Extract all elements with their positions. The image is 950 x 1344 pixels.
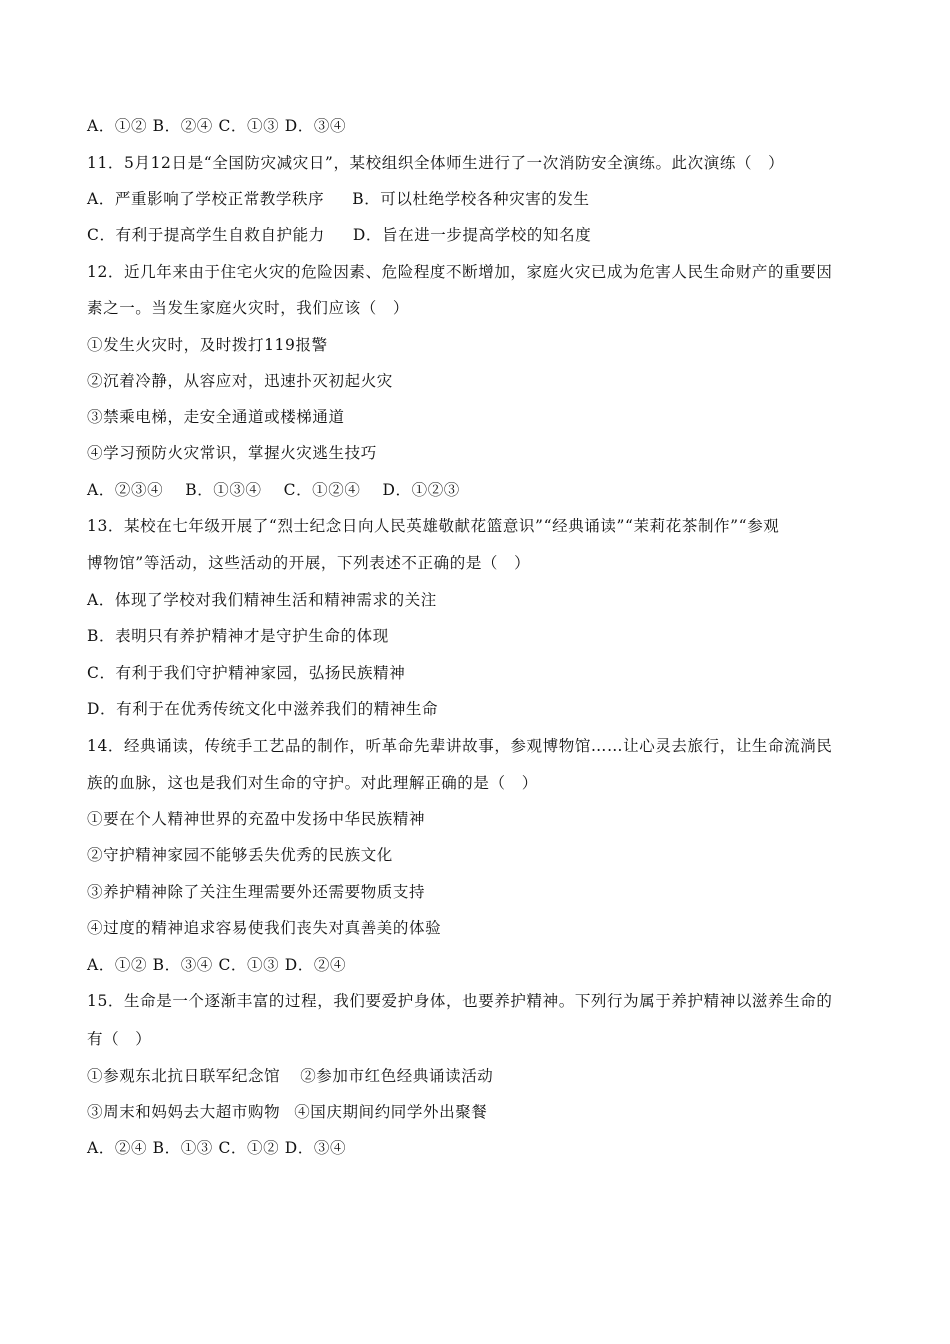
q14-statement-4 bbox=[87, 918, 877, 938]
q12-option-c: C．①②④ bbox=[283, 481, 361, 499]
q14-statement-2 bbox=[87, 845, 877, 865]
q13-option-b bbox=[87, 626, 877, 646]
q13-option-d bbox=[87, 699, 877, 719]
q13-option-d-text: D．有利于在优秀传统文化中滋养我们的精神生命 bbox=[87, 700, 439, 718]
q14-statement-2-text: ②守护精神家园不能够丢失优秀的民族文化 bbox=[87, 846, 393, 864]
q15-stem-line2 bbox=[87, 1029, 877, 1049]
q15-stem-line1 bbox=[87, 991, 877, 1011]
q14-choices-text: A．①② B．③④ C．①③ D．②④ bbox=[87, 956, 347, 974]
q12-statement-4-text: ④学习预防火灾常识，掌握火灾逃生技巧 bbox=[87, 444, 377, 462]
q14-statement-1 bbox=[87, 809, 877, 829]
q12-stem-text-1: 12．近几年来由于住宅火灾的危险因素、危险程度不断增加，家庭火灾已成为危害人民生命财产的重要因 bbox=[87, 263, 833, 281]
q13-option-a bbox=[87, 590, 877, 610]
q15-choices-text: A．②④ B．①③ C．①② D．③④ bbox=[87, 1139, 347, 1157]
q15-statement-4: ④国庆期间约同学外出聚餐 bbox=[294, 1103, 488, 1121]
q11-option-d: D．旨在进一步提高学校的知名度 bbox=[352, 226, 592, 244]
q13-option-c bbox=[87, 663, 877, 683]
q12-statement-2 bbox=[87, 371, 877, 391]
q13-option-b-text: B．表明只有养护精神才是守护生命的体现 bbox=[87, 627, 389, 645]
q12-answer-choices bbox=[87, 480, 877, 500]
q14-statement-3-text: ③养护精神除了关注生理需要外还需要物质支持 bbox=[87, 883, 426, 901]
q14-stem-text-1: 14．经典诵读，传统手工艺品的制作，听革命先辈讲故事，参观博物馆……让心灵去旅行，让生命流淌民 bbox=[87, 737, 833, 755]
q15-statement-1: ①参观东北抗日联军纪念馆 bbox=[87, 1067, 281, 1085]
q14-stem-line2 bbox=[87, 773, 877, 793]
q15-statements-3-4 bbox=[87, 1102, 877, 1122]
q11-option-a: A．严重影响了学校正常教学秩序 bbox=[87, 190, 325, 208]
q11-stem-text: 11．5月12日是“全国防灾减灾日”，某校组织全体师生进行了一次消防安全演练。此次演练（ ） bbox=[87, 154, 785, 172]
q10-answer-choices bbox=[87, 116, 877, 136]
q15-stem-text-2: 有（ ） bbox=[87, 1030, 152, 1048]
q14-stem-text-2: 族的血脉，这也是我们对生命的守护。对此理解正确的是（ ） bbox=[87, 774, 538, 792]
q12-statement-3-text: ③禁乘电梯，走安全通道或楼梯通道 bbox=[87, 408, 345, 426]
q12-statement-4 bbox=[87, 443, 877, 463]
q12-statement-1 bbox=[87, 335, 877, 355]
q12-option-a: A．②③④ bbox=[87, 481, 164, 499]
q12-stem-line1 bbox=[87, 262, 877, 282]
q11-options-cd bbox=[87, 225, 877, 245]
q13-stem-line1 bbox=[87, 516, 877, 536]
q11-option-c: C．有利于提高学生自救自护能力 bbox=[87, 226, 325, 244]
q12-statement-3 bbox=[87, 407, 877, 427]
q13-stem-line2 bbox=[87, 553, 877, 573]
q12-option-d: D．①②③ bbox=[382, 481, 460, 499]
q12-statement-1-text: ①发生火灾时，及时拨打119报警 bbox=[87, 336, 328, 354]
q15-answer-choices bbox=[87, 1138, 877, 1158]
q13-option-a-text: A．体现了学校对我们精神生活和精神需求的关注 bbox=[87, 591, 437, 609]
q15-statement-3: ③周末和妈妈去大超市购物 bbox=[87, 1103, 281, 1121]
q15-stem-text-1: 15．生命是一个逐渐丰富的过程，我们要爱护身体，也要养护精神。下列行为属于养护精神以滋养生命的 bbox=[87, 992, 833, 1010]
q10-choices-text: A．①② B．②④ C．①③ D．③④ bbox=[87, 117, 347, 135]
q12-stem-text-2: 素之一。当发生家庭火灾时，我们应该（ ） bbox=[87, 299, 410, 317]
q12-option-b: B．①③④ bbox=[185, 481, 262, 499]
q14-stem-line1 bbox=[87, 736, 877, 756]
q12-statement-2-text: ②沉着冷静，从容应对，迅速扑灭初起火灾 bbox=[87, 372, 393, 390]
q13-stem-text-1: 13．某校在七年级开展了“烈士纪念日向人民英雄敬献花篮意识”“经典诵读”“茉莉花茶制作”“参观 bbox=[87, 517, 780, 535]
q15-statements-1-2 bbox=[87, 1066, 877, 1086]
q11-stem bbox=[87, 153, 877, 173]
q13-stem-text-2: 博物馆”等活动，这些活动的开展，下列表述不正确的是（ ） bbox=[87, 554, 531, 572]
q11-option-b: B．可以杜绝学校各种灾害的发生 bbox=[352, 190, 590, 208]
q15-statement-2: ②参加市红色经典诵读活动 bbox=[300, 1067, 494, 1085]
q14-answer-choices bbox=[87, 955, 877, 975]
q13-option-c-text: C．有利于我们守护精神家园，弘扬民族精神 bbox=[87, 664, 406, 682]
q14-statement-3 bbox=[87, 882, 877, 902]
q12-stem-line2 bbox=[87, 298, 877, 318]
q11-options-ab bbox=[87, 189, 877, 209]
q14-statement-4-text: ④过度的精神追求容易使我们丧失对真善美的体验 bbox=[87, 919, 442, 937]
q14-statement-1-text: ①要在个人精神世界的充盈中发扬中华民族精神 bbox=[87, 810, 426, 828]
